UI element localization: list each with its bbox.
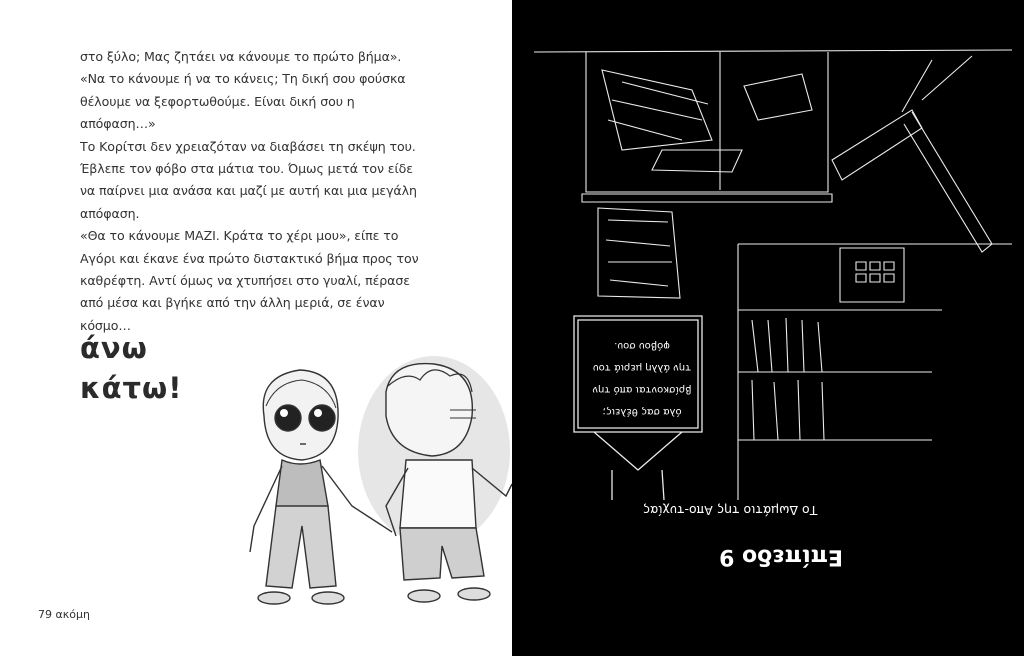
chapter-title: Επίπεδο 9: [719, 544, 843, 569]
page-number: 79 ακόμη: [38, 608, 90, 621]
safe-sketch: [840, 248, 904, 302]
exclamation-line-1: άνω: [80, 331, 148, 365]
sign-line-1: όλα σας θέλεις;: [602, 406, 682, 417]
sign-line-3: την άλλη μεριά του: [592, 362, 692, 373]
cabinet-sketch: [582, 52, 832, 202]
story-text: [80, 46, 432, 337]
sign-line-2: βρίσκονται από την: [592, 384, 692, 395]
children-illustration: [236, 356, 512, 616]
broom-sketch: [832, 56, 992, 252]
paragraph-2: «Να το κάνουμε ή να το κάνεις; Τη δική σου φούσκα θέλουμε να ξεφορτωθούμε. Είναι δική σου η απόφαση…»: [80, 71, 406, 132]
sign-text: [590, 334, 694, 422]
paragraph-1: στο ξύλο; Μας ζητάει να κάνουμε το πρώτο βήμα».: [80, 49, 402, 64]
exclamation-heading: [80, 328, 182, 408]
exclamation-line-2: κάτω!: [80, 371, 183, 405]
sign-line-4: φόβου σου.: [614, 340, 670, 351]
paragraph-3: Το Κορίτσι δεν χρειαζόταν να διαβάσει τη σκέψη του. Έβλεπε τον φόβο στα μάτια του. Όμως μετά τον είδε να παίρνει μια ανάσα και μαζί με αυτή και μια μεγάλη απόφαση.: [80, 138, 417, 221]
ceiling-line: [534, 50, 1012, 52]
paragraph-4: «Θα το κάνουμε ΜΑΖΙ. Κράτα το χέρι μου», είπε το Αγόρι και έκανε ένα πρώτο διστακτικό βήμα προς τον καθρέφτη. Αντί όμως να χτυπήσει στο γυαλί, πέρασε από μέσα και βγήκε από την άλλη μεριά, σε έναν κόσμο…: [80, 228, 419, 333]
right-page: [512, 0, 1024, 656]
chapter-subtitle: Το Δωμάτιο της Απο-τυχίας: [642, 503, 818, 518]
